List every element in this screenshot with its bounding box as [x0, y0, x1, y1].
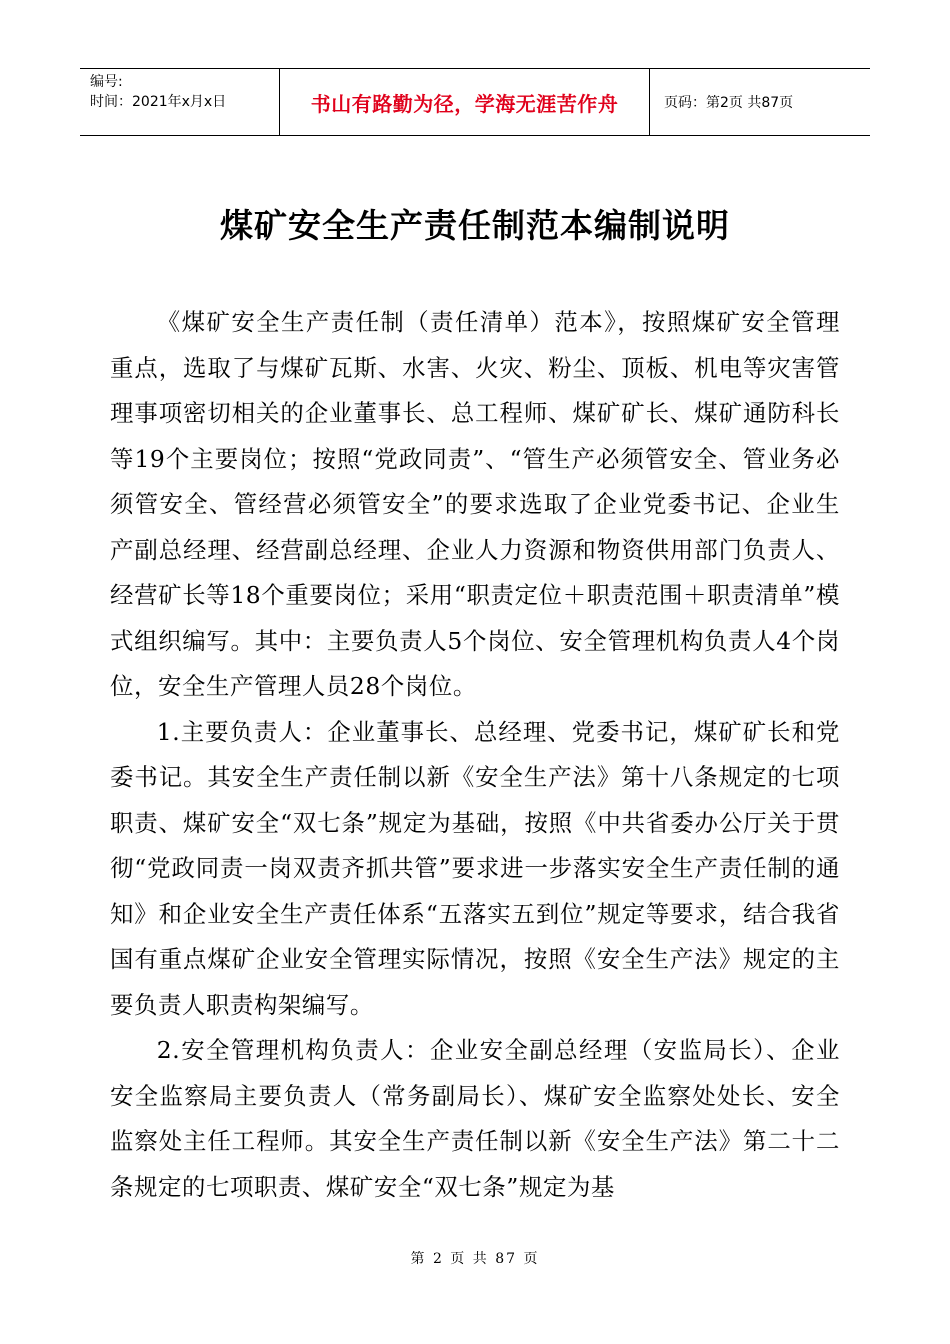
header-meta	[80, 69, 280, 135]
header-page-info: 页码：第2页 共87页	[664, 95, 794, 111]
paragraph-safety-management: 2.安全管理机构负责人：企业安全副总经理（安监局长）、企业安全监察局主要负责人（常务副局长）、煤矿安全监察处处长、安全监察处主任工程师。其安全生产责任制以新《安全生产法》第二十二条规定的七项职责、煤矿安全“双七条”规定为基	[110, 1036, 840, 1201]
paragraph-intro: 《煤矿安全生产责任制（责任清单）范本》，按照煤矿安全管理重点，选取了与煤矿瓦斯、水害、火灾、粉尘、顶板、机电等灾害管理事项密切相关的企业董事长、总工程师、煤矿矿长、煤矿通防科长等19个主要岗位；按照“党政同责”、“管生产必须管安全、管业务必须管安全、管经营必须管安全”的要求选取了企业党委书记、企业生产副总经理、经营副总经理、企业人力资源和物资供用部门负责人、经营矿长等18个重要岗位；采用“职责定位＋职责范围＋职责清单”模式组织编写。其中：主要负责人5个岗位、安全管理机构负责人4个岗位，安全生产管理人员28个岗位。	[110, 308, 840, 700]
paragraph-main-responsible: 1.主要负责人：企业董事长、总经理、党委书记，煤矿矿长和党委书记。其安全生产责任制以新《安全生产法》第十八条规定的七项职责、煤矿安全“双七条”规定为基础，按照《中共省委办公厅关于贯彻“党政同责一岗双责齐抓共管”要求进一步落实安全生产责任制的通知》和企业安全生产责任体系“五落实五到位”规定等要求，结合我省国有重点煤矿企业安全管理实际情况，按照《安全生产法》规定的主要负责人职责构架编写。	[110, 717, 840, 1019]
header-motto: 书山有路勤为径，学海无涯苦作舟	[280, 69, 650, 135]
page-footer: 第 2 页 共 87 页	[410, 1251, 540, 1267]
page-header	[80, 68, 870, 136]
document-title: 煤矿安全生产责任制范本编制说明	[220, 206, 730, 245]
serial-label: 编号:	[90, 74, 123, 90]
time-label: 时间：2021年x月x日	[90, 94, 227, 110]
document-body	[110, 300, 840, 1210]
